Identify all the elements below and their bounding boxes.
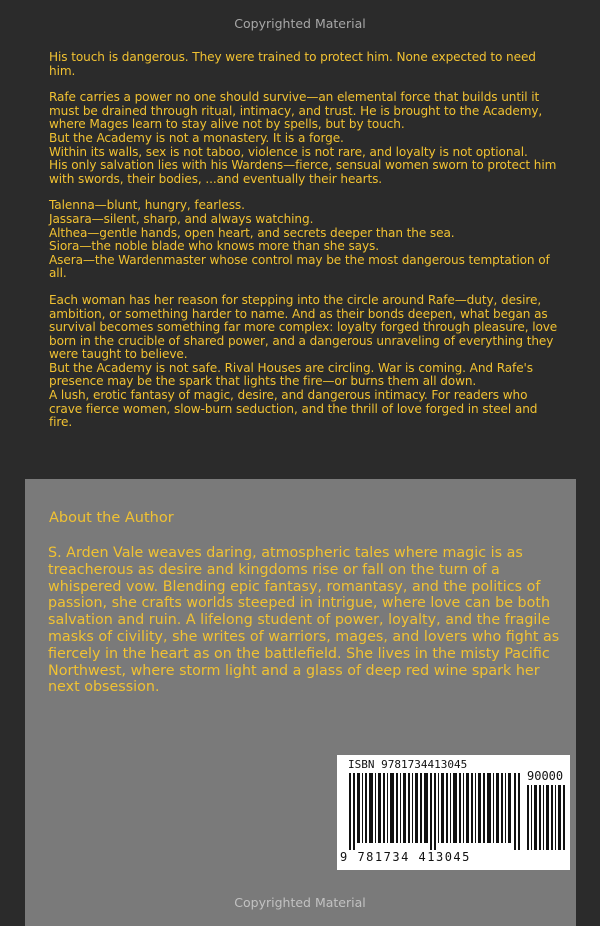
- blurb-paragraph: Each woman has her reason for stepping into the circle around Rafe—duty, desire, ambition, or something harder to name. And as their bonds deepen, what began as survival becomes something far more complex: loyalty forged through pleasure, love born in the crucible of shared power, and a dangerous unraveling of everything they were taught to believe. But the Academy is not safe. Rival Houses are circling. War is coming. And Rafe's presence may be the spark that lights the fire—or burns them all down. A lush, erotic fantasy of magic, desire, and dangerous intimacy. For readers who crave fierce women, slow-burn seduction, and the thrill of love forged in steel and fire.: [49, 292, 558, 430]
- watermark-bottom: Copyrighted Material: [234, 895, 366, 910]
- addon-barcode-icon: [527, 785, 565, 850]
- price-addon-number: 90000: [527, 769, 564, 783]
- blurb-paragraph: Talenna—blunt, hungry, fearless. Jassara—silent, sharp, and always watching. Althea—gentle hands, open heart, and secrets deeper than the sea. Siora—the noble blade who knows more than she says. Asera—the Wardenmaster whose control may be the most dangerous temptation of all.: [49, 198, 550, 281]
- about-author-heading: About the Author: [49, 510, 174, 526]
- ean-digits: 9 781734 413045: [340, 850, 471, 864]
- author-bio: S. Arden Vale weaves daring, atmospheric tales where magic is as treacherous as desire and kingdoms rise or fall on the turn of a whispered vow. Blending epic fantasy, romantasy, and the politics of passion, she crafts worlds steeped in intrigue, where love can be both salvation and ruin. A lifelong student of power, loyalty, and the fragile masks of civility, she writes of warriors, mages, and lovers who fight as fiercely in the heart as on the battlefield. She lives in the misty Pacific Northwest, where storm light and a glass of deep red wine spark her next obsession.: [48, 545, 560, 696]
- back-cover-blurb: [49, 51, 559, 430]
- blurb-paragraph: Rafe carries a power no one should survive—an elemental force that builds until it must be drained through ritual, intimacy, and trust. He is brought to the Academy, where Mages learn to stay alive not by spells, but by touch. But the Academy is not a monastery. It is a forge. Within its walls, sex is not taboo, violence is not rare, and loyalty is not optional. His only salvation lies with his Wardens—fierce, sensual women sworn to protect him with swords, their bodies, ...and eventually their hearts.: [49, 90, 557, 186]
- barcode-bars-icon: [349, 773, 520, 850]
- blurb-paragraph: His touch is dangerous. They were trained to protect him. None expected to need him.: [49, 50, 536, 78]
- watermark-top: Copyrighted Material: [234, 16, 366, 31]
- isbn-label: ISBN 9781734413045: [348, 758, 468, 771]
- isbn-barcode: [337, 755, 570, 870]
